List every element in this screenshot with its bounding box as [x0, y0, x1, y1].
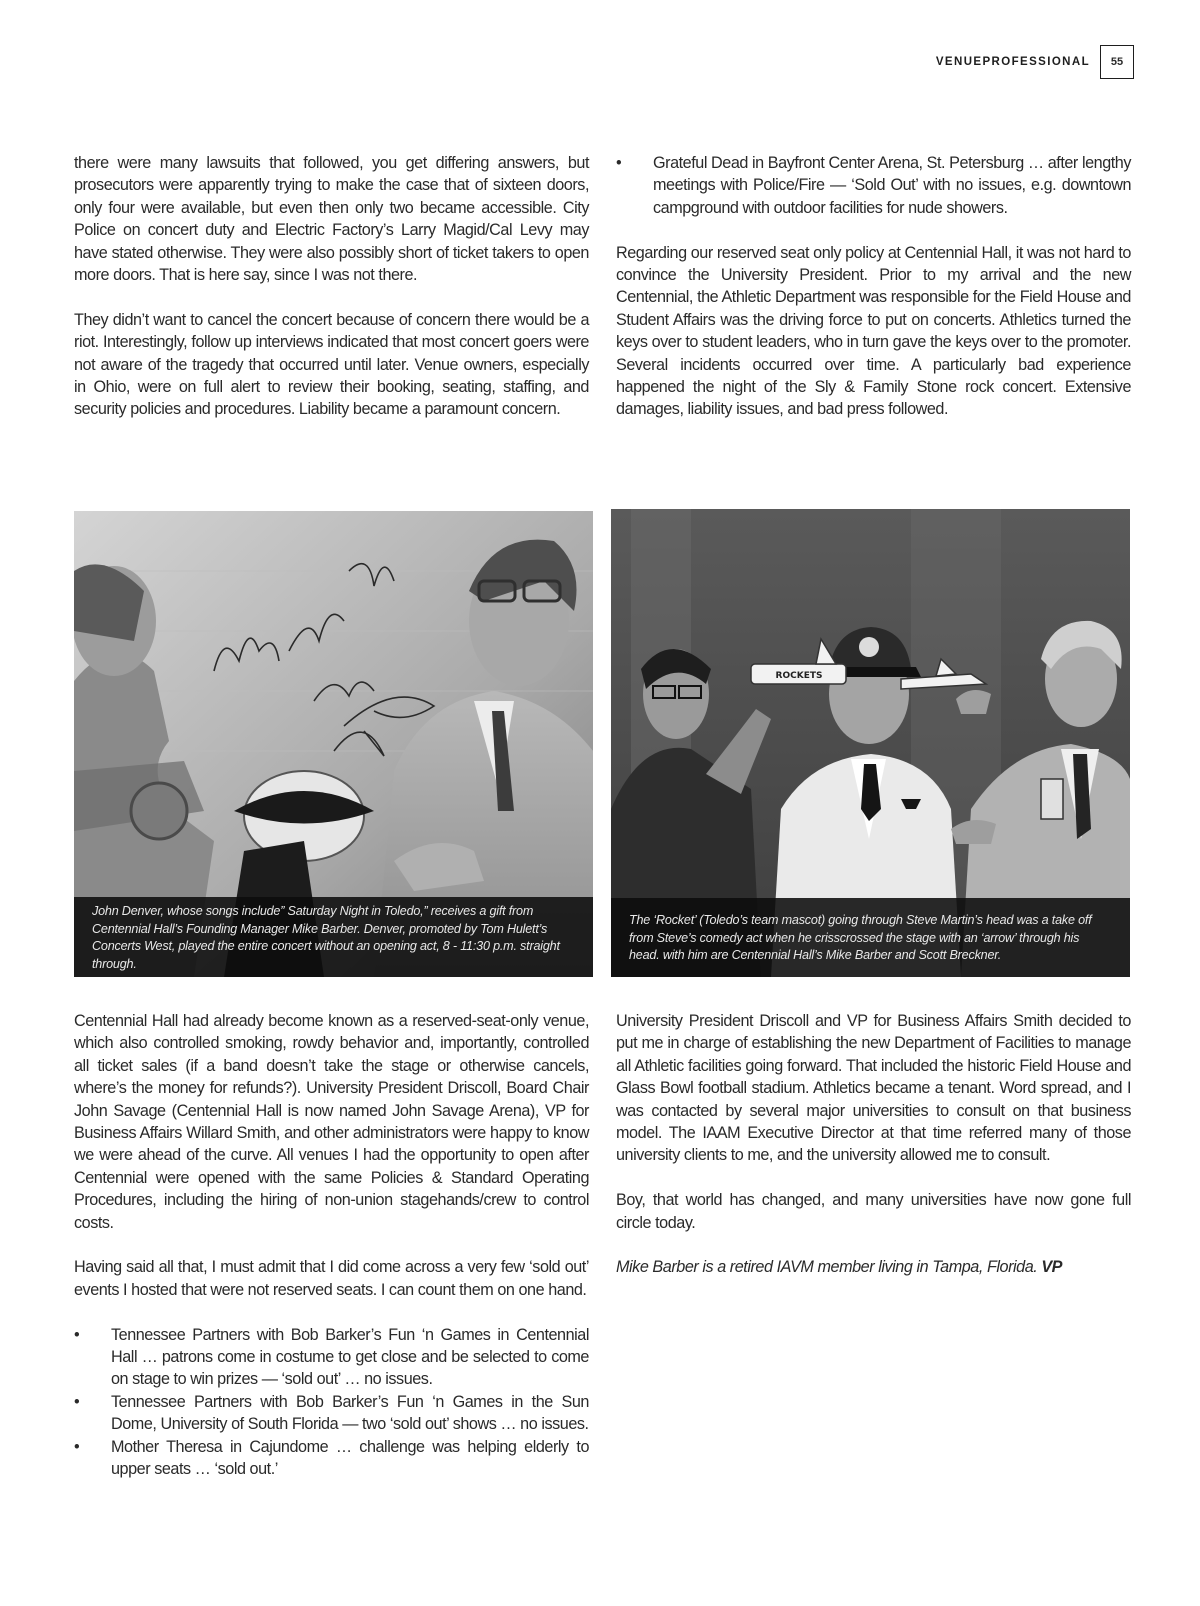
- bullet-item: • Grateful Dead in Bayfront Center Arena, St. Petersburg … after lengthy meetings with Police/Fire — ‘Sold Out’ with no issues, e.g. downtown campground with outdoor facilities for nude showers.: [616, 152, 1131, 219]
- column-top-right: [616, 152, 1131, 421]
- paragraph: Regarding our reserved seat only policy at Centennial Hall, it was not hard to convince the University President. Prior to my arrival and the new Centennial, the Athletic Department was responsible for the Field House and Student Affairs was the driving force to put on concerts. Athletics turned the keys over to student leaders, who in turn gave the keys over to the promoter. Several incidents occurred over time. A particularly bad experience happened the night of the Sly & Family Stone rock concert. Extensive damages, liability issues, and bad press followed.: [616, 243, 1131, 419]
- paragraph: Boy, that world has changed, and many universities have now gone full circle today.: [616, 1191, 1131, 1232]
- paragraph: They didn’t want to cancel the concert because of concern there would be a riot. Interestingly, follow up interviews indicated that most concert goers were not aware of the tragedy that occurred until later. Venue owners, especially in Ohio, were on full alert to review their booking, seating, staffing, and security policies and procedures. Liability became a paramount concern.: [74, 310, 589, 419]
- bullet-item: • Mother Theresa in Cajundome … challenge was helping elderly to upper seats … ‘sold out.’: [74, 1436, 589, 1481]
- column-bottom-left: [74, 1010, 589, 1503]
- photo-caption-left: John Denver, whose songs include” Saturday Night in Toledo,” receives a gift from Centennial Hall’s Founding Manager Mike Barber. Denver, promoted by Tom Hulett’s Concerts West, played the entire concert without an opening act, 8 - 11:30 p.m. straight through.: [74, 897, 593, 977]
- bullet-list: [616, 152, 1131, 219]
- photo-john-denver: [74, 511, 593, 977]
- brand-light: PROFESSIONAL: [982, 56, 1090, 68]
- paragraph: University President Driscoll and VP for Business Affairs Smith decided to put me in charge of establishing the new Department of Facilities to manage all Athletic facilities going forward. That included the historic Field House and Glass Bowl football stadium. Athletics became a tenant. Word spread, and I was contacted by several major universities to consult on that business model. The IAAM Executive Director at that time referred many of those university clients to me, and the university allowed me to consult.: [616, 1012, 1131, 1165]
- bullet-item: • Tennessee Partners with Bob Barker’s Fun ‘n Games in the Sun Dome, University of South Florida — two ‘sold out’ shows … no issues.: [74, 1391, 589, 1436]
- page-number: 55: [1100, 45, 1134, 79]
- magazine-brand: [936, 56, 1090, 68]
- column-bottom-right: [616, 1010, 1131, 1279]
- column-top-left: [74, 152, 589, 421]
- bullet-item: • Tennessee Partners with Bob Barker’s Fun ‘n Games in Centennial Hall … patrons come in costume to get close and be selected to come on stage to win prizes — ‘sold out’ … no issues.: [74, 1324, 589, 1391]
- end-mark: VP: [1041, 1258, 1063, 1277]
- photo-caption-right: The ‘Rocket’ (Toledo’s team mascot) going through Steve Martin’s head was a take off from Steve’s comedy act when he crisscrossed the stage with an ‘arrow’ through his head. with him are Centennial Hall’s Mike Barber and Scott Breckner.: [611, 898, 1130, 977]
- brand-bold: VENUE: [935, 56, 983, 68]
- author-bio: [616, 1256, 1131, 1278]
- paragraph: Centennial Hall had already become known as a reserved-seat-only venue, which also controlled smoking, rowdy behavior and, importantly, controlled all ticket sales (if a band doesn’t take the stage or otherwise cancels, where’s the money for refunds?). University President Driscoll, Board Chair John Savage (Centennial Hall is now named John Savage Arena), VP for Business Affairs Willard Smith, and other administrators were happy to know we were ahead of the curve. All venues I had the opportunity to open after Centennial were opened with the same Policies & Standard Operating Procedures, including the hiring of non-union stagehands/crew to control costs.: [74, 1012, 589, 1232]
- paragraph: there were many lawsuits that followed, you get differing answers, but prosecutors were apparently trying to make the case that of sixteen doors, only four were available, but even then only two became accessible. City Police on concert duty and Electric Factory’s Larry Magid/Cal Levy may have stated otherwise. They were also possibly short of ticket takers to open more doors. That is here say, since I was not there.: [74, 154, 589, 285]
- author-bio-text: Mike Barber is a retired IAVM member living in Tampa, Florida.: [616, 1258, 1038, 1277]
- bullet-list: [74, 1324, 589, 1481]
- paragraph: Having said all that, I must admit that I did come across a very few ‘sold out’ events I hosted that were not reserved seats. I can count them on one hand.: [74, 1258, 589, 1299]
- rocket-label: ROCKETS: [775, 671, 823, 681]
- running-header: [936, 44, 1134, 80]
- photo-steve-martin: [611, 509, 1130, 977]
